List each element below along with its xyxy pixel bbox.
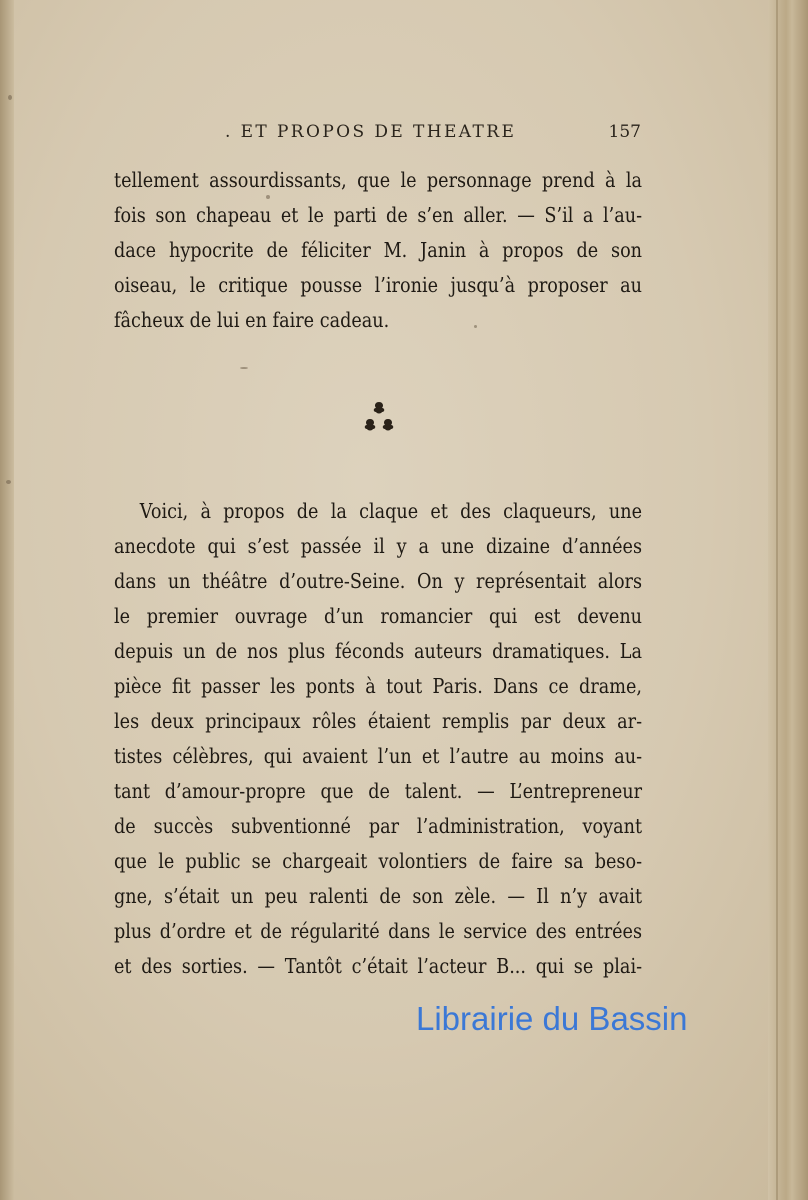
text-line: fois son chapeau et le parti de s’en aller. — S’il a l’au- [114, 203, 643, 227]
text-line: et des sorties. — Tantôt c’était l’acteur B... qui se plai- [114, 954, 643, 978]
text-line: Voici, à propos de la claque et des claqueurs, une [139, 499, 643, 523]
three-leaf-ornament-icon [364, 400, 394, 434]
text-line: depuis un de nos plus féconds auteurs dramatiques. La [114, 639, 643, 663]
page-number: 157 [608, 122, 641, 142]
page-fold-line [776, 0, 778, 1200]
text-line: plus d’ordre et de régularité dans le service des entrées [114, 919, 643, 943]
paper-speck [6, 480, 11, 484]
text-line: tellement assourdissants, que le personnage prend à la [114, 168, 643, 192]
paper-speck [8, 95, 12, 100]
page-right-edge [768, 0, 808, 1200]
running-header [225, 122, 645, 146]
watermark-text: Librairie du Bassin [416, 1000, 688, 1037]
text-line: fâcheux de lui en faire cadeau. [114, 308, 390, 332]
text-line: le premier ouvrage d’un romancier qui est devenu [114, 604, 643, 628]
text-line: dans un théâtre d’outre-Seine. On y représentait alors [114, 569, 643, 593]
text-line: de succès subventionné par l’administration, voyant [114, 814, 643, 838]
running-title: . ET PROPOS DE THEATRE [225, 122, 517, 142]
text-line: dace hypocrite de féliciter M. Janin à propos de son [114, 238, 643, 262]
text-line: gne, s’était un peu ralenti de son zèle. — Il n’y avait [114, 884, 643, 908]
text-line: les deux principaux rôles étaient remplis par deux ar- [114, 709, 643, 733]
text-line: anecdote qui s’est passée il y a une dizaine d’années [114, 534, 643, 558]
text-line: que le public se chargeait volontiers de faire sa beso- [114, 849, 643, 873]
paragraph-1 [114, 163, 643, 338]
text-line: tistes célèbres, qui avaient l’un et l’autre au moins au- [114, 744, 643, 768]
page-left-edge [0, 0, 14, 1200]
paper-speck [240, 367, 248, 369]
text-line: pièce fit passer les ponts à tout Paris. Dans ce drame, [114, 674, 643, 698]
text-line: tant d’amour-propre que de talent. — L’entrepreneur [114, 779, 643, 803]
text-line: oiseau, le critique pousse l’ironie jusqu’à proposer au [114, 273, 643, 297]
paragraph-2 [114, 494, 643, 984]
